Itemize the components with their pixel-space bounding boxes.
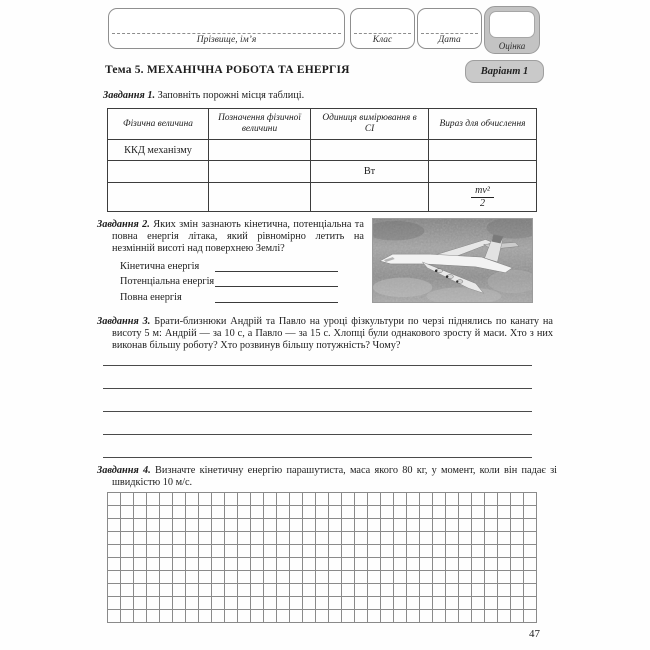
airplane-illustration: [373, 219, 532, 302]
task1-heading: [103, 90, 558, 102]
date-field-box: [417, 8, 482, 49]
table-cell: [311, 183, 429, 212]
task1-text: Заповніть порожні місця таблиці.: [157, 90, 305, 101]
column-header: Вираз для обчислення: [429, 109, 537, 140]
task3-label: Завдання 3.: [97, 316, 151, 327]
answer-write-line: [103, 365, 532, 366]
table-row: [108, 140, 537, 161]
field-label: Кінетична енергія: [120, 260, 200, 272]
table-row: [108, 183, 537, 212]
table-cell: [108, 183, 209, 212]
table-cell: [209, 161, 311, 183]
answer-write-line: [103, 388, 532, 389]
field-label: Потенціальна енергія: [120, 276, 215, 288]
answer-row: [120, 272, 338, 288]
class-field-label: Клас: [372, 35, 393, 45]
table-cell: ККД механізму: [108, 140, 209, 161]
table-row: [108, 161, 537, 183]
grade-field-box: [484, 6, 540, 54]
table-cell: [311, 140, 429, 161]
answer-row: [120, 256, 338, 272]
date-write-line: [421, 33, 478, 34]
class-write-line: [354, 33, 411, 34]
table-cell: [429, 161, 537, 183]
task1-table: [107, 108, 537, 212]
table-cell: Вт: [311, 161, 429, 183]
table-cell: [209, 183, 311, 212]
table-header-row: [108, 109, 537, 140]
field-label: Повна енергія: [120, 291, 182, 303]
task2-answer-fields: [120, 256, 338, 303]
task4-heading: [97, 465, 557, 489]
class-field-box: [350, 8, 415, 49]
task2-text: Яких змін зазнають кінетична, потенціальна та повна енергія літака, який рівномірно летить на незмінній висоті над поверхнею Землі?: [112, 219, 364, 254]
answer-write-line: [215, 286, 338, 303]
answer-write-line: [103, 457, 532, 458]
column-header: Позначення фізичної величини: [209, 109, 311, 140]
name-field-box: [108, 8, 345, 49]
name-write-line: [112, 33, 341, 34]
task3-text: Брати-близнюки Андрій та Павло на уроці фізкультури по черзі піднялись по канату на висоту 5 м: Андрій — за 10 с, а Павло — за 15 с. Хлопці були однакового зросту й маси. Хто з них виконав більшу роботу? Хто розвинув більшу потужність? Чому?: [112, 316, 553, 351]
grade-write-area: [489, 11, 535, 38]
answer-write-line: [215, 271, 338, 288]
answer-write-line: [103, 434, 532, 435]
task2-heading: [97, 219, 364, 254]
answer-row: [120, 287, 338, 303]
task2-label: Завдання 2.: [97, 219, 150, 230]
airplane-photo: [372, 218, 533, 303]
page-number: 47: [529, 628, 540, 640]
table-cell: [209, 140, 311, 161]
grade-field-label: Оцінка: [498, 41, 526, 51]
answer-write-line: [103, 411, 532, 412]
table-cell: [429, 140, 537, 161]
date-field-label: Дата: [438, 35, 461, 45]
variant-badge: Варіант 1: [465, 60, 544, 83]
task3-heading: [97, 316, 553, 351]
column-header: Фізична величина: [108, 109, 209, 140]
kinetic-energy-formula: $\frac{\text{mv²}}{2}$: [471, 186, 494, 209]
table-cell: [108, 161, 209, 183]
answer-write-line: [215, 255, 338, 272]
task4-label: Завдання 4.: [97, 465, 151, 476]
name-field-label: Прізвище, ім’я: [196, 35, 257, 45]
table-cell: [429, 183, 537, 212]
task4-text: Визначте кінетичну енергію парашутиста, маса якого 80 кг, у момент, коли він падає зі швидкістю 10 м/с.: [112, 465, 557, 488]
column-header: Одиниця вимірювання в СІ: [311, 109, 429, 140]
task1-label: Завдання 1.: [103, 90, 156, 101]
page-title: Тема 5. МЕХАНІЧНА РОБОТА ТА ЕНЕРГІЯ: [105, 64, 350, 76]
task4-grid: [107, 492, 537, 623]
